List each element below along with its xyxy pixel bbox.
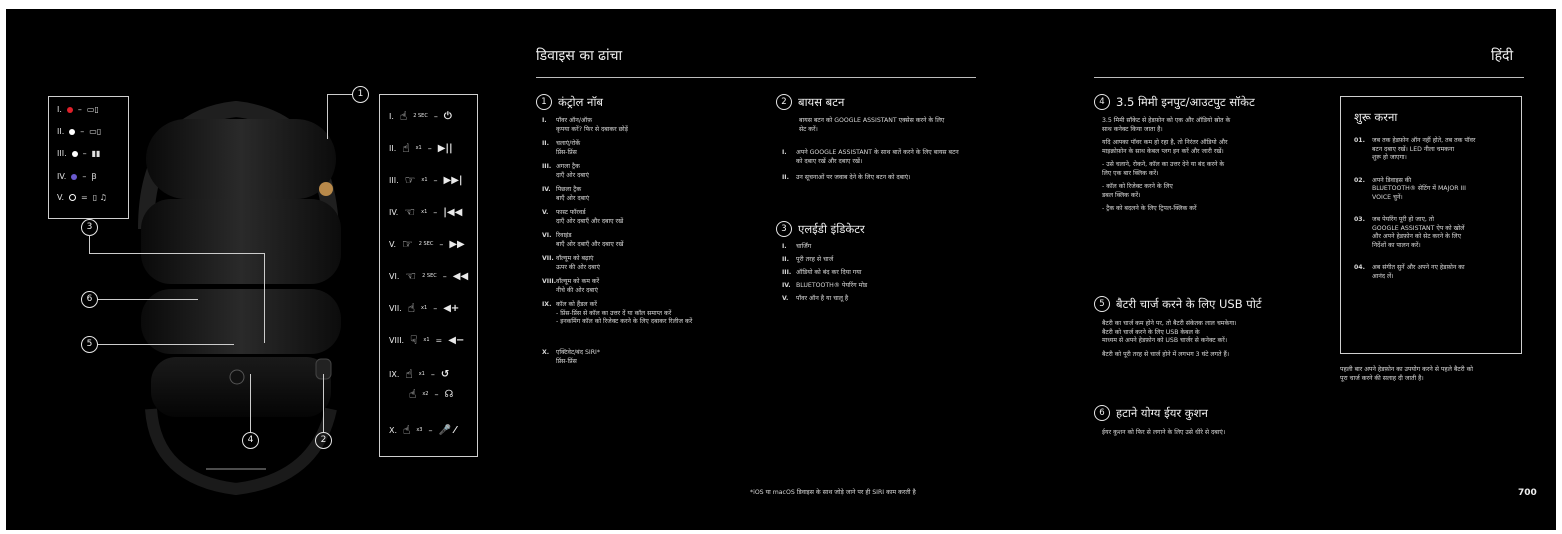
item-number: II. [542, 140, 549, 147]
gesture-table [379, 94, 478, 457]
paragraph: यदि आपका पॉवर कम हो रहा है, तो निरंतर ऑडियो और माइक्रोफ़ोन के साथ केबल प्लग इन करें और जारी रखें। [1102, 139, 1228, 155]
legend-row: II. – ▭▯ [57, 127, 102, 136]
paragraph: बैटरी को पूरी तरह से चार्ज होने में लगभग 3 घंटे लगते हैं। [1102, 350, 1230, 358]
hand-press-icon: ☝ [403, 423, 411, 437]
led-white-dot [69, 129, 75, 135]
item-number: VII. [542, 255, 554, 262]
fast-forward-icon: ▶▶ [449, 238, 465, 250]
item-text: चार्जिंग [796, 243, 812, 250]
item-number: X. [542, 349, 550, 356]
item-number: IX. [542, 301, 552, 308]
item-text: कॉल को हैंडल करें - प्रिंस-प्रिंस से कॉल का उत्तर दें या कॉल समाप्त करें - इनकमिंग कॉल को रिजेक्ट करने के लिए दबाकर रिलीज करें [556, 301, 693, 325]
item-text: पिछला ट्रैक बाएँ ओर दबाएं [556, 186, 590, 202]
paragraph: बैटरी का चार्ज कम होने पर, तो बैटरी संकेतक लाल चमकेगा। बैटरी को चार्ज करने के लिए USB केबल के माध्यम से अपने हेडफ़ोन को USB चार्जर से कनेक्ट करें। [1102, 320, 1237, 344]
callout-5: 5 [81, 336, 98, 353]
item-text: पॉवर ऑन है या चालू है [796, 295, 849, 302]
item-text: फास्ट फॉरवर्ड दाएँ ओर दबाएँ और दबाए रखें [556, 209, 624, 225]
previous-track-icon: |◀◀ [443, 206, 463, 218]
play-pause-icon: ▶|| [437, 142, 453, 154]
gesture-row: VII. ☝ x1 – ◀+ [389, 301, 460, 315]
siri-footnote: *iOS या macOS डिवाइस के साथ जोड़े जाने पर ही SIRI काम करती है [750, 489, 916, 496]
legend-row: III. – ▮▮ [57, 149, 101, 158]
hand-press-icon: ☝ [409, 387, 417, 401]
getting-started-box [1340, 96, 1522, 354]
item-number: II. [782, 174, 789, 181]
item-text: अपने GOOGLE ASSISTANT के साथ बातें करने के लिए बायस बटन को दबाए रखें और दबाए रखें। [796, 149, 959, 165]
first-use-note: पहली बार अपने हेडफ़ोन का उपयोग करने से पहले बैटरी को पूरा चार्ज करने की सलाह दी जाती है। [1340, 366, 1473, 382]
hand-press-icon: ☝ [399, 109, 408, 123]
item-text: पूरी तरह से चार्ज [796, 256, 834, 263]
gesture-row: I. ☝ 2 SEC – ⏻ [389, 109, 452, 123]
reject-call-icon: ☊ [444, 388, 454, 400]
callout-4: 4 [242, 432, 259, 449]
item-text: रिवाइंड बाएँ ओर दबाएँ और दबाए रखें [556, 232, 624, 248]
section-title-voice-button: 2 बायस बटन [776, 94, 844, 110]
item-text: अपने डिवाइस की BLUETOOTH® सेटिंग में MAJOR III VOICE चुनें। [1372, 176, 1466, 201]
gesture-row: V. ☞ 2 SEC – ▶▶ [389, 237, 465, 251]
item-number: V. [782, 295, 789, 302]
hand-right-icon: ☞ [401, 237, 413, 251]
item-number: I. [782, 149, 787, 156]
hand-up-icon: ☝ [407, 301, 416, 315]
led-off-dot [69, 194, 76, 201]
item-text: वॉल्यूम को कम करें नीचे की ओर दबाएं [556, 278, 600, 294]
item-number: 03. [1354, 216, 1365, 223]
item-number: VIII. [542, 278, 557, 285]
hand-left-icon: ☜ [404, 205, 416, 219]
item-text: अगला ट्रैक दाएँ ओर दबाएं [556, 163, 589, 179]
section-title-ear-cushion: 6 हटाने योग्य ईयर कुशन [1094, 405, 1208, 421]
hand-right-icon: ☞ [404, 173, 416, 187]
item-number: I. [782, 243, 787, 250]
gesture-row: VIII. ☟ x1 = ◀− [389, 333, 465, 347]
item-text: अब संगीत सुनें और अपने नए हेडफ़ोन का आनंद लें। [1372, 264, 1465, 280]
page-title-left: डिवाइस का ढांचा [536, 48, 623, 64]
callout-3: 3 [81, 219, 98, 236]
volume-down-icon: ◀− [448, 334, 465, 346]
next-track-icon: ▶▶| [443, 174, 463, 186]
item-number: III. [782, 269, 792, 276]
gesture-row: VI. ☜ 2 SEC – ◀◀ [389, 269, 469, 283]
gesture-row: ☝ x2 – ☊ [409, 387, 454, 401]
item-text: ऑडियो को बंद कर दिया गया [796, 269, 862, 276]
section-title-control-knob: 1 कंट्रोल नॉब [536, 94, 603, 110]
power-icon: ⏻ [443, 110, 452, 122]
voice-button-intro: बायस बटन को GOOGLE ASSISTANT एक्सेस करने के लिए सेट करें। [799, 117, 945, 133]
item-text: पॉवर ऑन/ऑफ़ कृपया करें? फिर से दबाकर छोड़ें [556, 117, 628, 133]
led-blue-dot [71, 174, 77, 180]
divider [536, 77, 976, 78]
item-text: वॉल्यूम को बढ़ाएं ऊपर की ओर दबाएं [556, 255, 600, 271]
paragraph: - कॉल को रिजेक्ट करने के लिए डबल क्लिक करें। [1102, 183, 1173, 199]
led-blink-dot [72, 151, 78, 157]
led-red-dot [67, 107, 73, 113]
hand-down-icon: ☟ [410, 333, 418, 347]
item-number: 04. [1354, 264, 1365, 271]
item-number: I. [542, 117, 547, 124]
gesture-row: IV. ☜ x1 – |◀◀ [389, 205, 463, 219]
hand-press-icon: ☝ [405, 367, 413, 381]
item-text: एक्टिवेट/बंद SIRI* प्रिंस-प्रिंस [556, 349, 600, 365]
item-text: जब तक हेडफ़ोन ऑन नहीं होते, तब तक पॉवर बटन दबाए रखें। LED नीला चमकना शुरू हो जाएगा। [1372, 137, 1476, 161]
paragraph: 3.5 मिमी सॉकेट से हेडफ़ोन को एक और ऑडियो स्रोत के साथ कनेक्ट किया जाता है। [1102, 117, 1231, 133]
manual-spread [6, 9, 1556, 530]
callout-1: 1 [352, 86, 369, 103]
item-number: IV. [782, 282, 791, 289]
gesture-row: III. ☞ x1 – ▶▶| [389, 173, 463, 187]
volume-up-icon: ◀+ [443, 302, 460, 314]
legend-row: IV. – Ꞵ [57, 172, 97, 181]
language-label: हिंदी [1491, 48, 1514, 64]
legend-row: V. = ▯ ♫ [57, 193, 107, 202]
item-number: V. [542, 209, 549, 216]
item-text: जब पेयरिंग पूरी हो जाए, तो GOOGLE ASSISTANT ऐप को खोलें और अपने हेडफ़ोन को सेट करने के लिए निर्देशों का पालन करें। [1372, 216, 1465, 249]
callout-2: 2 [315, 432, 332, 449]
item-number: II. [782, 256, 789, 263]
item-number: VI. [542, 232, 552, 239]
item-text: चलाएं/रोकें प्रिंस-प्रिंस [556, 140, 581, 156]
legend-row: I. – ▭▯ [57, 105, 99, 114]
section-title-usb-port: 5 बैटरी चार्ज करने के लिए USB पोर्ट [1094, 296, 1262, 312]
gesture-row: X. ☝ x3 – 🎤 ⁄ [389, 423, 457, 437]
item-number: 01. [1354, 137, 1365, 144]
hand-left-icon: ☜ [405, 269, 417, 283]
item-number: III. [542, 163, 552, 170]
gesture-row: II. ☝ x1 – ▶|| [389, 141, 453, 155]
callout-6: 6 [81, 291, 98, 308]
item-text: उन सूचनाओं पर जवाब देने के लिए बटन को दबाएं। [796, 174, 911, 181]
page-number: 700 [1518, 488, 1537, 498]
voice-assistant-icon: 🎤 ⁄ [438, 424, 457, 436]
paragraph: - ट्रैक को बदलने के लिए ट्रिपल-क्लिक करें [1102, 205, 1197, 212]
divider [1094, 77, 1524, 78]
paragraph: - उसे चलाने, रोकने, कॉल का उत्तर देने या बंद करने के लिए एक बार क्लिक करें। [1102, 161, 1225, 177]
item-number: 02. [1354, 176, 1365, 184]
gesture-row: IX. ☝ x1 – ↺ [389, 367, 450, 381]
call-icon: ↺ [440, 368, 450, 380]
section-title-audio-socket: 4 3.5 मिमी इनपुट/आउटपुट सॉकेट [1094, 94, 1255, 110]
section-title-led-indicator: 3 एलईडी इंडिकेटर [776, 221, 865, 237]
item-number: IV. [542, 186, 551, 193]
rewind-icon: ◀◀ [452, 270, 469, 282]
led-legend [48, 96, 129, 219]
getting-started-title: शुरू करना [1354, 110, 1398, 124]
hand-press-icon: ☝ [402, 141, 410, 155]
paragraph: ईयर कुशन को फिर से लगाने के लिए उसे धीरे से दबाएं। [1102, 429, 1226, 436]
item-text: BLUETOOTH® पेयरिंग मोड [796, 282, 868, 289]
